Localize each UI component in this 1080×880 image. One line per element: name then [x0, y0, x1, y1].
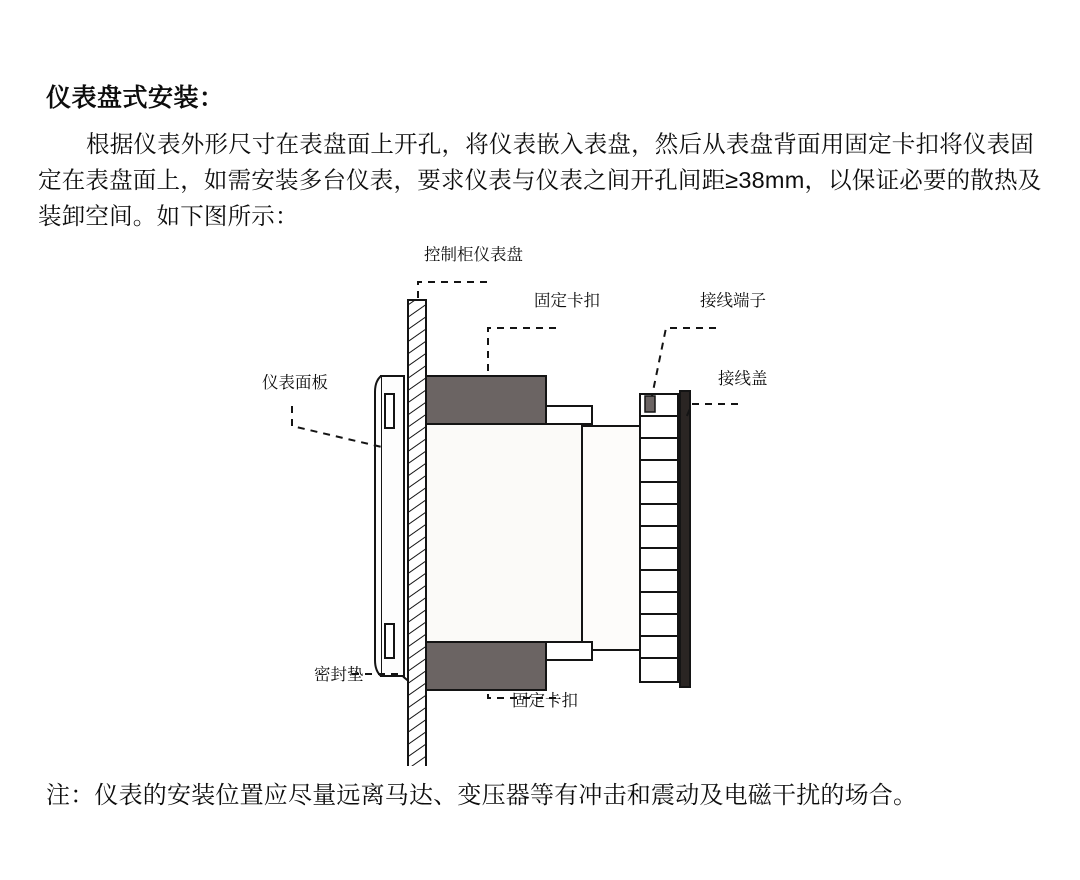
terminal-block-shape — [640, 394, 678, 682]
body-paragraph: 根据仪表外形尺寸在表盘面上开孔，将仪表嵌入表盘，然后从表盘背面用固定卡扣将仪表固定在表盘面上，如需安装多台仪表，要求仪表与仪表之间开孔间距≥38mm，以保证必要的散热及装卸空间。如下图所示： — [38, 131, 1042, 229]
label-gasket: 密封垫 — [314, 666, 364, 684]
terminal-cover-shape — [680, 391, 690, 687]
instrument-body-shape — [426, 418, 640, 658]
front-panel-shape — [375, 376, 404, 676]
label-front-panel: 仪表面板 — [262, 374, 328, 392]
installation-diagram — [0, 236, 1080, 766]
fixing-clip-top-shape — [426, 376, 592, 424]
label-panel-cabinet: 控制柜仪表盘 — [424, 246, 523, 264]
label-clip-bottom: 固定卡扣 — [512, 692, 578, 710]
label-clip-top: 固定卡扣 — [534, 292, 600, 310]
label-terminal-cover: 接线盖 — [718, 370, 768, 388]
footer-note: 注：仪表的安装位置应尽量远离马达、变压器等有冲击和震动及电磁干扰的场合。 — [46, 782, 918, 809]
page-title: 仪表盘式安装： — [46, 84, 225, 112]
cabinet-plate-shape — [408, 300, 426, 766]
label-terminal: 接线端子 — [700, 292, 766, 310]
fixing-clip-bottom-shape — [426, 642, 592, 690]
